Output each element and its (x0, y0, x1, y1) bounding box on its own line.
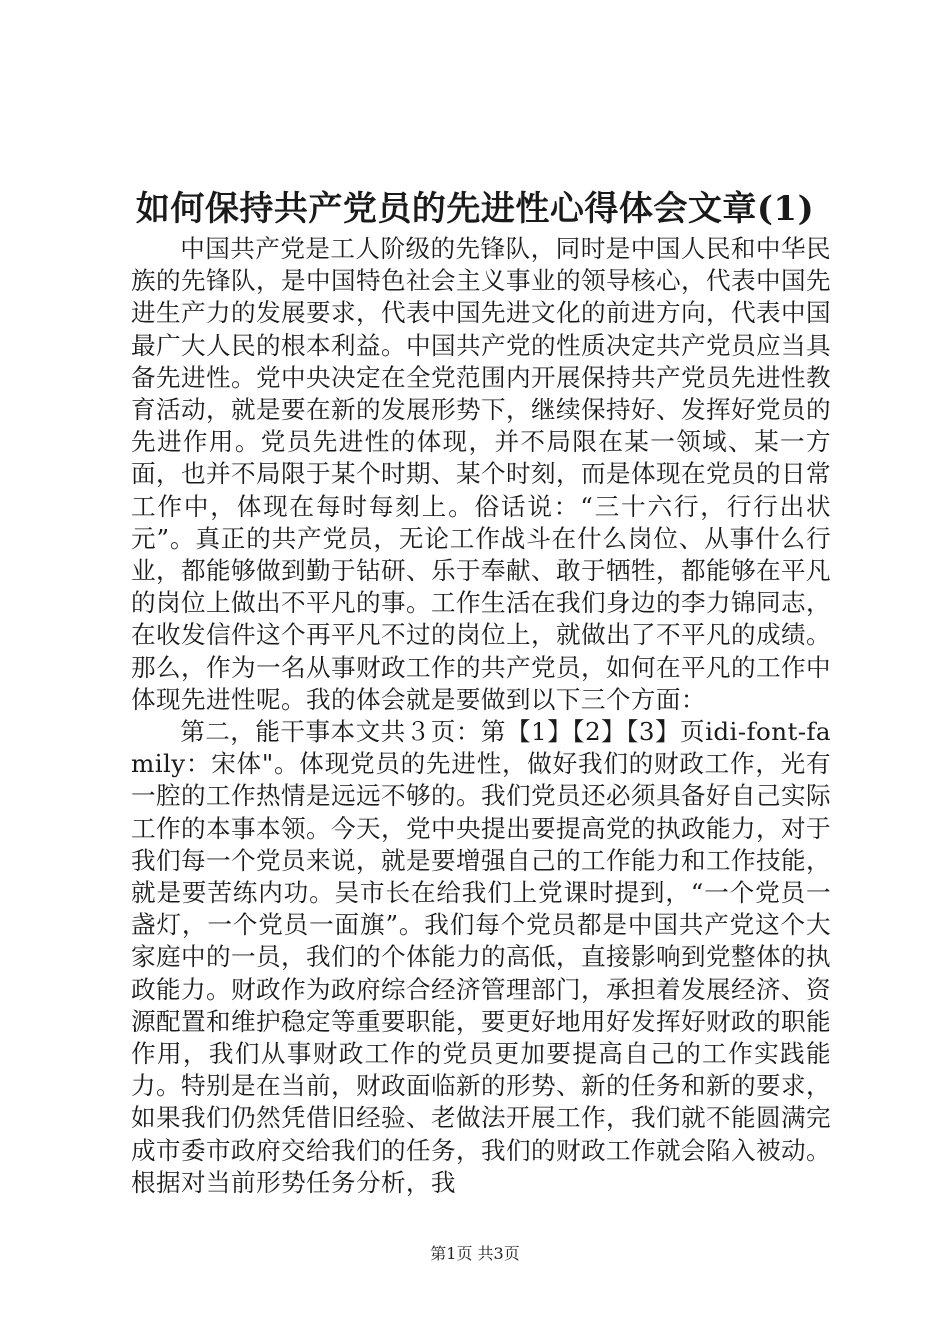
paragraph-second: 第二，能干事本文共３页：第【1】【2】【3】页idi-font-family：宋体"。体现党员的先进性，做好我们的财政工作，光有一腔的工作热情是远远不够的。我们党员还必须具备好自己实际工作的本事本领。今天，党中央提出要提高党的执政能力，对于我们每一个党员来说，就是要增强自己的工作能力和工作技能，就是要苦练内功。吴市长在给我们上党课时提到，“一个党员一盏灯，一个党员一面旗”。我们每个党员都是中国共产党这个大家庭中的一员，我们的个体能力的高低，直接影响到党整体的执政能力。财政作为政府综合经济管理部门，承担着发展经济、资源配置和维护稳定等重要职能，要更好地用好发挥好财政的职能作用，我们从事财政工作的党员更加要提高自己的工作实践能力。特别是在当前，财政面临新的形势、新的任务和新的要求，如果我们仍然凭借旧经验、老做法开展工作，我们就不能圆满完成市委市政府交给我们的任务，我们的财政工作就会陷入被动。根据对当前形势任务分析，我 (131, 717, 831, 1197)
paragraph-intro: 中国共产党是工人阶级的先锋队，同时是中国人民和中华民族的先锋队，是中国特色社会主义事业的领导核心，代表中国先进生产力的发展要求，代表中国先进文化的前进方向，代表中国最广大人民的根本利益。中国共产党的性质决定共产党员应当具备先进性。党中央决定在全党范围内开展保持共产党员先进性教育活动，就是要在新的发展形势下，继续保持好、发挥好党员的先进作用。党员先进性的体现，并不局限在某一领域、某一方面，也并不局限于某个时期、某个时刻，而是体现在党员的日常工作中，体现在每时每刻上。俗话说：“三十六行，行行出状元”。真正的共产党员，无论工作战斗在什么岗位、从事什么行业，都能够做到勤于钻研、乐于奉献、敢于牺牲，都能够在平凡的岗位上做出不平凡的事。工作生活在我们身边的李力锦同志，在收发信件这个再平凡不过的岗位上，就做出了不平凡的成绩。那么，作为一名从事财政工作的共产党员，如何在平凡的工作中体现先进性呢。我的体会就是要做到以下三个方面： (131, 234, 831, 714)
page-number: 第1页 共3页 (430, 1244, 520, 1263)
document-title: 如何保持共产党员的先进性心得体会文章(1) (135, 189, 815, 229)
document-body (131, 233, 831, 1199)
